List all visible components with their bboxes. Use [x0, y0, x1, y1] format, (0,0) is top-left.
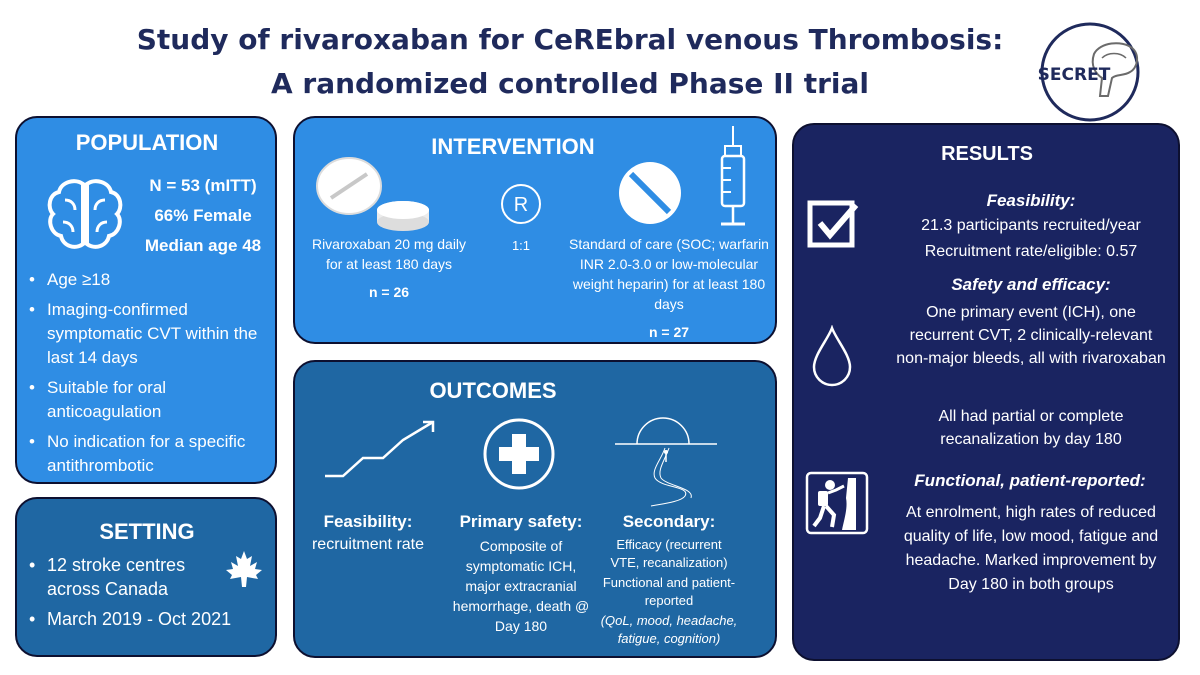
- results-feasibility-line-1: 21.3 participants recruited/year: [921, 217, 1141, 234]
- outcome-secondary-text-3: (QoL, mood, headache, fatigue, cognition): [600, 613, 738, 646]
- medical-cross-icon: [481, 416, 557, 497]
- setting-item: • 12 stroke centres across Canada: [27, 553, 217, 601]
- results-functional-title: Functional, patient-reported:: [914, 471, 1146, 490]
- arm1-text: Rivaroxaban 20 mg daily for at least 180 days: [311, 236, 467, 272]
- results-heading: RESULTS: [941, 143, 1033, 165]
- arm2-n: n = 27: [648, 324, 690, 340]
- population-n: N = 53 (mITT): [149, 176, 257, 195]
- results-safety-text-2: All had partial or complete recanalization by day 180: [938, 408, 1124, 448]
- outcome-secondary-text-1: Efficacy (recurrent VTE, recanalization): [610, 537, 728, 570]
- results-feasibility-line-2: Recruitment rate/eligible: 0.57: [924, 243, 1138, 260]
- prohibited-icon: [615, 158, 685, 233]
- results-feasibility-title: Feasibility:: [986, 191, 1076, 210]
- arm2-text: Standard of care (SOC; warfarin INR 2.0-3.0 or low-molecular weight heparin) for at least 180 days: [569, 236, 769, 312]
- sunrise-journey-icon: [611, 414, 721, 515]
- criteria-item: • No indication for a specific antithrombotic: [27, 430, 272, 478]
- population-heading: POPULATION: [75, 130, 219, 155]
- secret-logo: [1036, 18, 1144, 126]
- trend-up-icon: [323, 418, 441, 487]
- brain-icon: [39, 170, 131, 267]
- outcome-feasibility-text: recruitment rate: [311, 536, 425, 553]
- intervention-heading: INTERVENTION: [431, 134, 595, 159]
- results-functional-text: At enrolment, high rates of reduced quality of life, low mood, fatigue and headache. Marked improvement by Day 180 in both groups: [903, 504, 1159, 593]
- maple-leaf-icon: [222, 549, 266, 598]
- setting-heading: SETTING: [99, 519, 195, 544]
- title-line-2: A randomized controlled Phase II trial: [271, 67, 869, 100]
- outcome-secondary-title: Secondary:: [622, 512, 716, 531]
- criteria-item: • Age ≥18: [27, 268, 272, 292]
- population-panel: [15, 116, 277, 484]
- outcome-safety-title: Primary safety:: [459, 512, 583, 531]
- results-safety-text-1: One primary event (ICH), one recurrent CVT, 2 clinically-relevant non-major bleeds, all with rivaroxaban: [896, 304, 1166, 367]
- randomization-symbol: R: [513, 194, 529, 216]
- arm1-n: n = 26: [368, 284, 410, 300]
- randomization-icon: [499, 182, 543, 231]
- logo-text: SECRET: [1037, 65, 1111, 85]
- results-panel: [792, 123, 1180, 661]
- population-age: Median age 48: [144, 236, 262, 255]
- results-safety-title: Safety and efficacy:: [951, 275, 1111, 294]
- criteria-item: • Imaging-confirmed symptomatic CVT within the last 14 days: [27, 298, 272, 370]
- checkbox-icon: [806, 195, 864, 258]
- outcome-safety-text: Composite of symptomatic ICH, major extracranial hemorrhage, death @ Day 180: [452, 538, 590, 634]
- setting-panel: [15, 497, 277, 657]
- pill-icon: [307, 152, 433, 239]
- intervention-panel: [293, 116, 777, 344]
- criteria-item: • Suitable for oral anticoagulation: [27, 376, 272, 424]
- outcome-secondary-text-2: Functional and patient-reported: [602, 575, 736, 608]
- outcome-feasibility-title: Feasibility:: [323, 512, 413, 531]
- outcomes-heading: OUTCOMES: [429, 378, 557, 403]
- criteria-list: [27, 268, 272, 484]
- setting-item: • March 2019 - Oct 2021: [27, 607, 267, 631]
- outcomes-panel: [293, 360, 777, 658]
- population-female: 66% Female: [154, 206, 252, 225]
- droplet-icon: [810, 325, 854, 392]
- ratio-label: 1:1: [511, 238, 531, 253]
- climber-icon: [804, 470, 870, 541]
- page-title: [100, 18, 1040, 106]
- syringe-icon: [711, 124, 755, 239]
- title-line-1: Study of rivaroxaban for CeREbral venous Thrombosis:: [136, 23, 1004, 56]
- setting-list: [27, 553, 232, 637]
